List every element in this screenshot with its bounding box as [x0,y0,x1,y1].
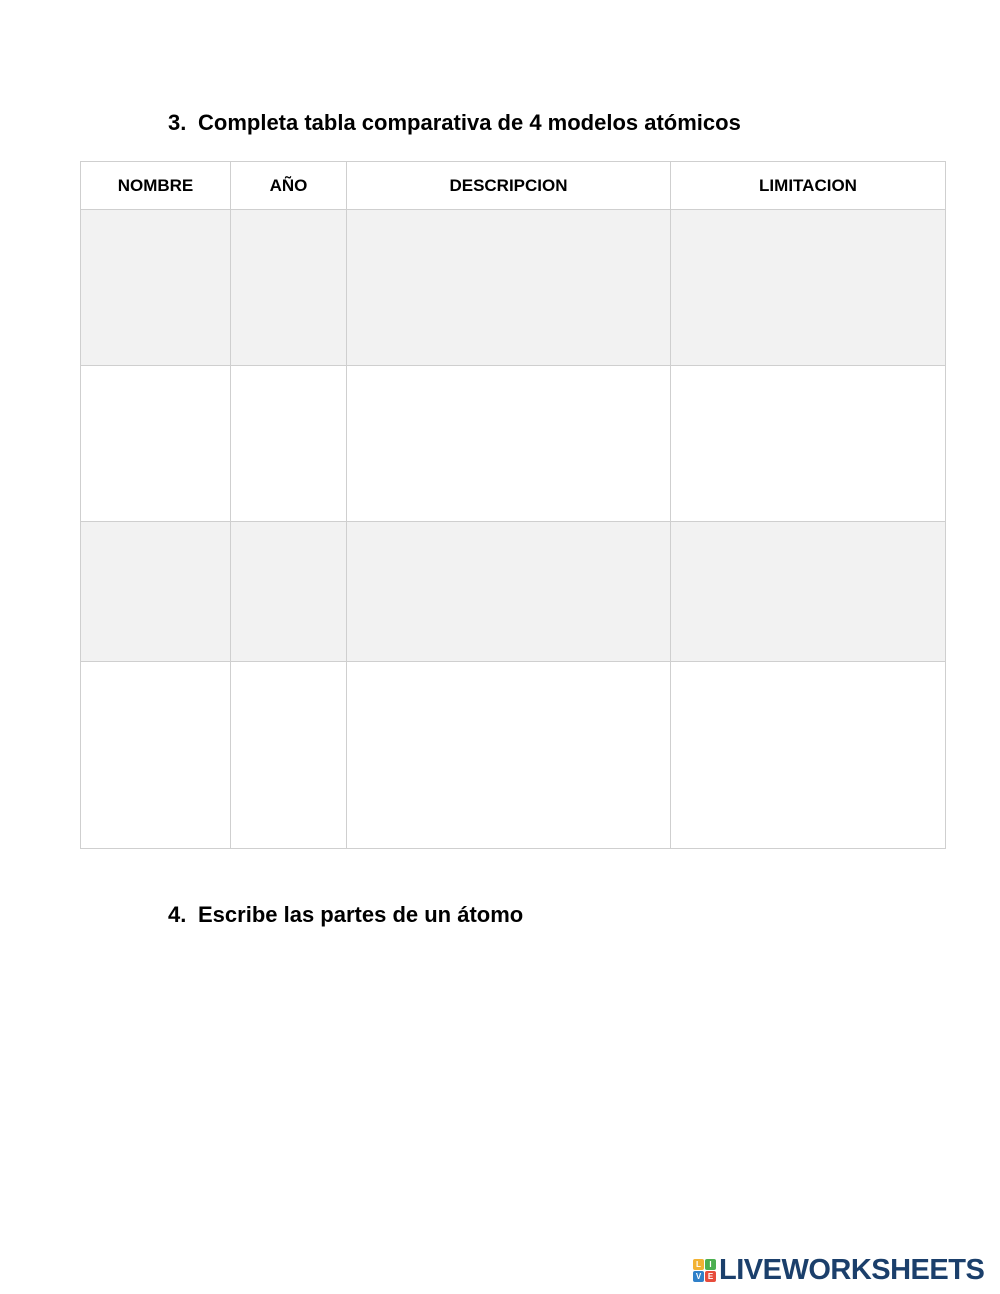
table-row [81,662,946,849]
cell-descripcion[interactable] [347,662,671,849]
comparison-table [80,161,946,849]
question-3-text: Completa tabla comparativa de 4 modelos atómicos [198,110,741,135]
header-ano: AÑO [231,162,347,210]
cell-descripcion[interactable] [347,366,671,522]
cell-limitacion[interactable] [671,366,946,522]
cell-limitacion[interactable] [671,210,946,366]
header-nombre: NOMBRE [81,162,231,210]
header-descripcion: DESCRIPCION [347,162,671,210]
liveworksheets-logo-icon [693,1259,716,1282]
cell-limitacion[interactable] [671,662,946,849]
table-header-row [81,162,946,210]
cell-ano[interactable] [231,210,347,366]
table-row [81,210,946,366]
cell-limitacion[interactable] [671,522,946,662]
cell-descripcion[interactable] [347,522,671,662]
cell-ano[interactable] [231,366,347,522]
cell-nombre[interactable] [81,662,231,849]
cell-nombre[interactable] [81,522,231,662]
logo-letter-l: L [693,1259,704,1270]
cell-ano[interactable] [231,522,347,662]
question-3 [168,110,741,136]
table-row [81,522,946,662]
cell-ano[interactable] [231,662,347,849]
header-limitacion: LIMITACION [671,162,946,210]
table-row [81,366,946,522]
logo-letter-e: E [705,1271,716,1282]
cell-descripcion[interactable] [347,210,671,366]
liveworksheets-logo [693,1255,984,1285]
logo-letter-i: I [705,1259,716,1270]
cell-nombre[interactable] [81,210,231,366]
liveworksheets-logo-text: LIVEWORKSHEETS [719,1254,985,1286]
question-4-text: Escribe las partes de un átomo [198,902,524,927]
question-4-number: 4. [168,902,187,927]
cell-nombre[interactable] [81,366,231,522]
logo-letter-v: V [693,1271,704,1282]
question-4 [168,902,523,928]
question-3-number: 3. [168,110,187,135]
